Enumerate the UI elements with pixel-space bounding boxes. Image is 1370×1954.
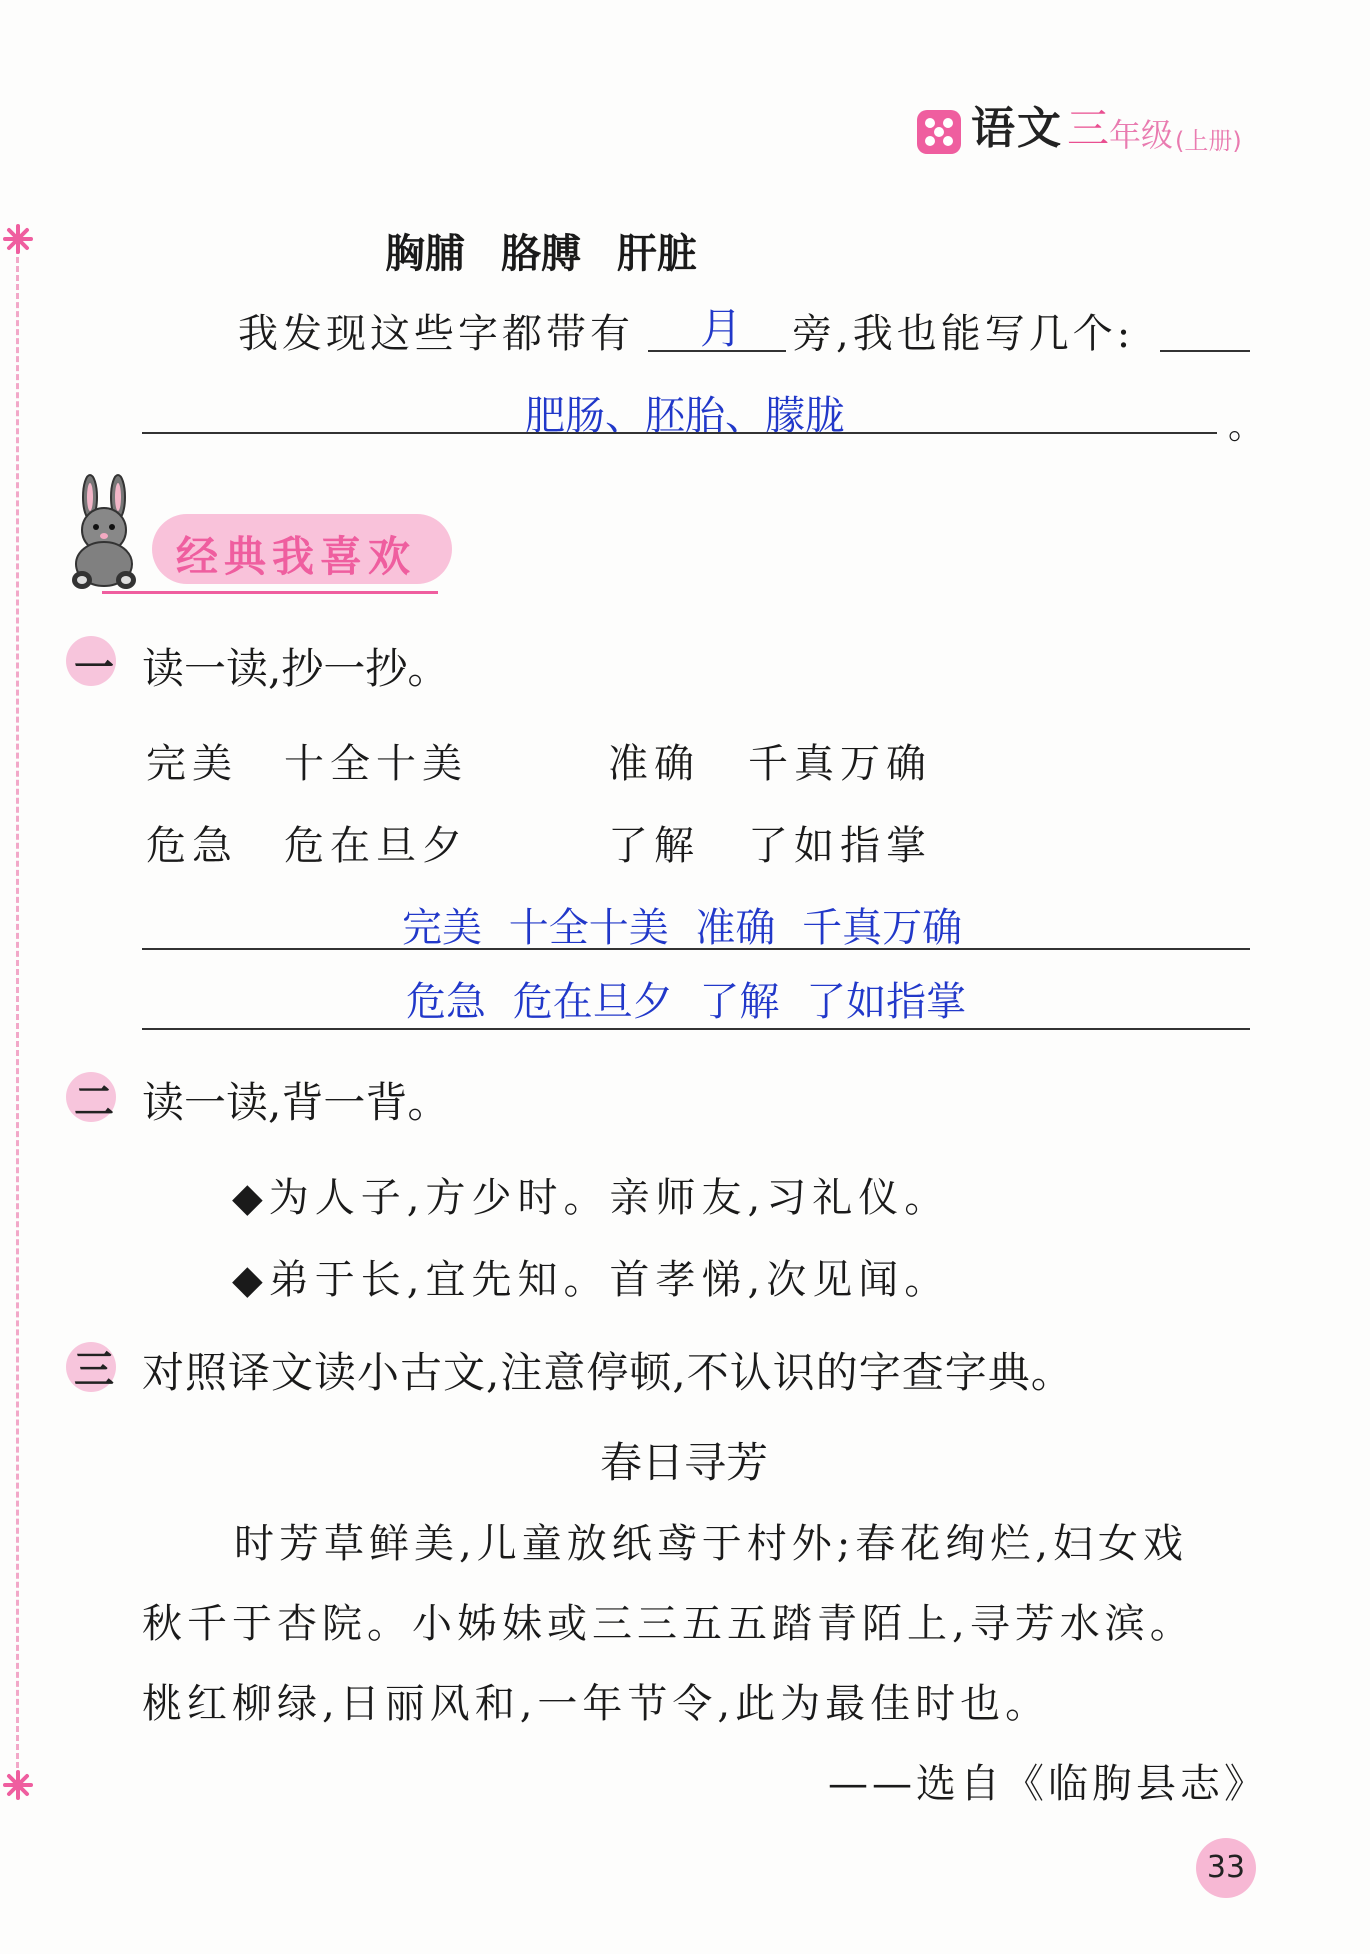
vocab-word: 危急	[146, 823, 238, 869]
radical-prompt-prefix: 我发现这些字都带有	[238, 311, 634, 357]
radical-prompt-suffix: 旁,我也能写几个:	[792, 311, 1135, 357]
passage-line: 桃红柳绿,日丽风和,一年节令,此为最佳时也。	[142, 1681, 1051, 1727]
passage-line: 秋千于杏院。小姊妹或三三五五踏青陌上,寻芳水滨。	[142, 1601, 1195, 1647]
question-number: 一	[74, 645, 114, 691]
grade-number: 三	[1067, 104, 1110, 153]
subject-label: 语文	[971, 103, 1063, 154]
section-title: 经典我喜欢	[176, 532, 417, 581]
left-dashed-border	[16, 248, 19, 1768]
answer-blank-line	[1160, 350, 1250, 352]
volume-label: (上册)	[1175, 127, 1242, 155]
section-underline	[102, 591, 438, 594]
vocab-word: 完美	[146, 741, 238, 787]
copy-answer-line: 危急 危在旦夕 了解 了如指掌	[406, 979, 967, 1025]
passage-title: 春日寻芳	[600, 1438, 769, 1487]
question-instruction: 对照译文读小古文,注意停顿,不认识的字查字典。	[142, 1348, 1074, 1397]
question-instruction: 读一读,抄一抄。	[142, 644, 450, 693]
question-number: 三	[74, 1347, 114, 1393]
page-header	[915, 96, 1242, 156]
question-number: 二	[74, 1079, 114, 1125]
vocab-word: 准确	[608, 741, 700, 787]
answer-line	[142, 1028, 1250, 1030]
answer-blank-line	[648, 350, 786, 352]
end-mark: 。	[1228, 406, 1265, 447]
page-number: 33	[1206, 1850, 1246, 1885]
copy-answer-line: 完美 十全十美 准确 千真万确	[402, 905, 963, 951]
vocab-idiom: 了如指掌	[748, 823, 932, 869]
answer-line	[142, 432, 1217, 434]
passage-line: 时芳草鲜美,儿童放纸鸢于村外;春花绚烂,妇女戏	[234, 1521, 1188, 1567]
flower-icon	[1, 1768, 35, 1802]
poem-line: ◆为人子,方少时。亲师友,习礼仪。	[232, 1175, 951, 1221]
grade-label: 年级	[1109, 116, 1174, 154]
answer-line	[142, 948, 1250, 950]
book-logo-icon	[915, 108, 963, 156]
vocab-word: 了解	[608, 823, 700, 869]
vocab-idiom: 千真万确	[748, 741, 932, 787]
poem-line: ◆弟于长,宜先知。首孝悌,次见闻。	[232, 1257, 951, 1303]
question-instruction: 读一读,背一背。	[142, 1078, 450, 1127]
passage-source: ——选自《临朐县志》	[828, 1761, 1268, 1807]
radical-answer: 月	[700, 304, 743, 353]
vocab-idiom: 危在旦夕	[284, 823, 468, 869]
flower-icon	[1, 222, 35, 256]
vocab-idiom: 十全十美	[284, 741, 468, 787]
radical-answer-words: 肥肠、胚胎、朦胧	[525, 393, 845, 439]
bunny-icon	[60, 472, 152, 592]
radical-words: 胸脯 胳膊 肝脏	[385, 231, 697, 277]
